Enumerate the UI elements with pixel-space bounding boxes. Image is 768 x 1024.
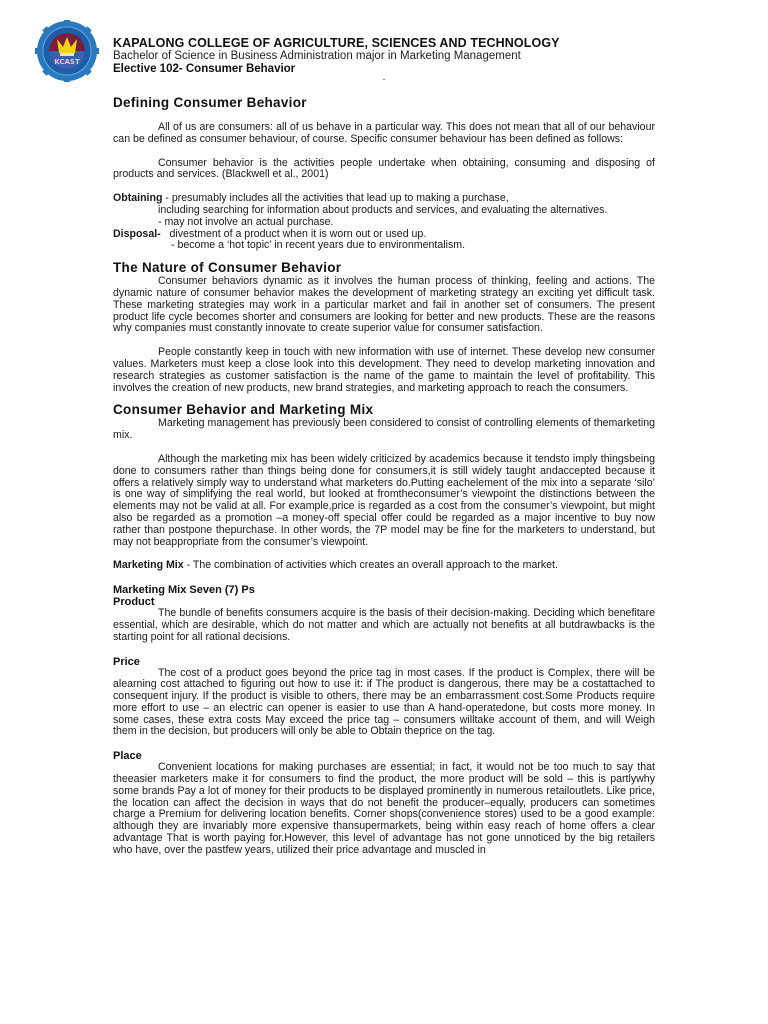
document-body — [113, 95, 655, 857]
program-name: Bachelor of Science in Business Administration major in Marketing Management — [113, 50, 521, 62]
obtaining-term: Obtaining — [113, 192, 163, 205]
stray-mark — [383, 79, 385, 80]
obtaining-continuation: including searching for information about products and services, and evaluating the alternatives. — [158, 203, 608, 216]
place-title: Place — [113, 750, 142, 763]
document-header — [113, 37, 560, 75]
disposal-definition: Disposal- divestment of a product when it is worn out or used up. — [113, 227, 427, 240]
marketing-mix-definition: Marketing Mix - The combination of activities which creates an overall approach to the market. — [113, 559, 558, 572]
price-paragraph: The cost of a product goes beyond the price tag in most cases. If the product is Complex, there will be alearning cost attached to figuring out how to use it: if The product is dangerous, there may be a costattached to consequent injury. If the product is visible to others, there may be an embarrassment cost.Some Products require more effort to use – an electric can opener is easier to use than A hand-operatedone, but costs more money. In some cases, these extra costs May exceed the price tag – consumers willtake account of them, and will Weigh them in the decision, but producers will only be able to Obtain theprice on the tag. — [113, 666, 655, 738]
product-paragraph: The bundle of benefits consumers acquire is the basis of their decision-making. Deciding which benefitare essential, which are desirable, which do not matter and which are actually not benefits at all butdrawbacks is the starting point for all rational decisions. — [113, 607, 655, 643]
section-title-marketing-mix: Consumer Behavior and Marketing Mix — [113, 402, 374, 418]
section-title-defining: Defining Consumer Behavior — [113, 95, 307, 110]
nature-paragraph-2: People constantly keep in touch with new information with use of internet. These develop new consumer values. Marketers must keep a close look into this development. They need to develop marketing innovation and research strategies as customer satisfaction is the name of the game to maintain the level of profitability. This involves the creation of new products, new brand strategies, and marketing approach to reach the consumers. — [113, 346, 655, 394]
college-name: KAPALONG COLLEGE OF AGRICULTURE, SCIENCES AND TECHNOLOGY — [113, 36, 560, 50]
disposal-note: - become a ‘hot topic’ in recent years due to environmentalism. — [171, 239, 466, 252]
mix-paragraph-2: Although the marketing mix has been widely criticized by academics because it tendsto imply thingsbeing done to consumers rather than things being done for consumers,it is still widely taught andaccepted because it offers a relatively simply way to understand what marketers do.Putting eachelement of the mix into a separate ‘silo’ is one way of simplifying the real world, but looked at fromtheconsumer’s viewpoint the distinctions between the elements may not be valid at all. For example,price is regarded as a cost from the consumer’s viewpoint, but might also be regarded as a promotion –a money-off special offer could be regarded as a major incentive to buy now rather than postpone thepurchase. In other words, the 7P model may be fine for the marketers to understand, but may not beappropriate from the consumer’s viewpoint. — [113, 452, 655, 548]
product-title: Product — [113, 596, 155, 609]
section-title-nature: The Nature of Consumer Behavior — [113, 260, 342, 276]
course-name: Elective 102- Consumer Behavior — [113, 62, 296, 75]
obtaining-definition: Obtaining - presumably includes all the activities that lead up to making a purchase, — [113, 192, 509, 205]
price-title: Price — [113, 655, 140, 668]
place-paragraph: Convenient locations for making purchases are essential; in fact, it would not be too much to say that theeasier marketers make it for consumers to find the product, the more product will be sold – this is partlywhy some brands Pay a lot of money for their products to be displayed prominently in numerous retailoutlets. Like price, the location can affect the decision in ways that do not benefit the producer–equally, producers can sometimes charge a Premium for delivering location benefits. Corner shops(convenience stores) used to be a good example: although they are invariably more expensive thansupermarkets, being within easy reach of home offers a clear advantage That is worth paying for.However, this level of advantage has not gone unnoticed by the big retailers who have, over the pastfew years, utilized their price advantage and muscled in — [113, 761, 655, 856]
disposal-term: Disposal- — [113, 227, 161, 240]
obtaining-note: - may not involve an actual purchase. — [158, 215, 334, 228]
svg-text:KCAST: KCAST — [54, 58, 80, 66]
seven-ps-title: Marketing Mix Seven (7) Ps — [113, 584, 255, 597]
college-logo-icon — [31, 20, 103, 82]
mix-paragraph-1: Marketing management has previously been considered to consist of controlling elements of themarketing mix. — [113, 417, 655, 442]
marketing-mix-term: Marketing Mix — [113, 559, 184, 572]
nature-paragraph-1: Consumer behaviors dynamic as it involves the human process of thinking, feeling and actions. The dynamic nature of consumer behavior makes the development of marketing strategy an exciting yet difficult task. These marketing strategies may work in a particular market and fail in another set of consumers. The present product life cycle becomes shorter and consumers are looking for better and new products. These are the reasons why companies must constantly innovate to create superior value for consumer satisfaction. — [113, 275, 655, 335]
defining-paragraph-2: Consumer behavior is the activities people undertake when obtaining, consuming and disposing of products and services. (Blackwell et al., 2001) — [113, 156, 655, 181]
defining-paragraph-1: All of us are consumers: all of us behave in a particular way. This does not mean that all of our behaviour can be defined as consumer behaviour, of course. Specific consumer behaviour has been defined as follows: — [113, 121, 655, 145]
